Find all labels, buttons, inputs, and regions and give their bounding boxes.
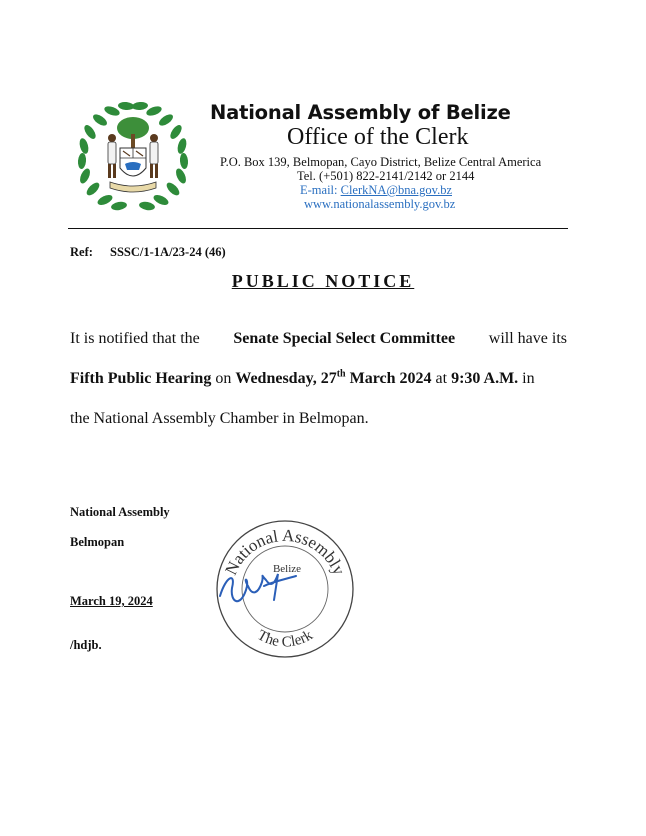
stamp-top-text: National Assembly <box>221 525 349 578</box>
line1-post: will have its <box>488 330 567 347</box>
postal-address: P.O. Box 139, Belmopan, Cayo District, Belize Central America <box>220 155 542 169</box>
reference-label: Ref: <box>70 245 93 259</box>
email-link[interactable]: ClerkNA@bna.gov.bz <box>340 183 452 197</box>
author-initials: /hdjb. <box>70 638 102 652</box>
handwritten-signature <box>220 574 296 601</box>
clerk-office-stamp <box>212 516 358 662</box>
hearing-weekday-day: Wednesday, 27 <box>235 370 337 387</box>
hearing-month-year: March 2024 <box>349 370 432 387</box>
notice-date: March 19, 2024 <box>70 594 153 608</box>
notice-body-line-3: the National Assembly Chamber in Belmopan. <box>70 410 369 427</box>
stamp-inner-ring <box>242 546 328 632</box>
stamp-bottom-text: The Clerk <box>254 627 316 651</box>
notice-title: PUBLIC NOTICE <box>231 271 415 291</box>
hearing-date <box>235 370 431 387</box>
line2-in: in <box>522 370 535 387</box>
hearing-time: 9:30 A.M. <box>451 370 519 387</box>
telephone-numbers: Tel. (+501) 822-2141/2142 or 2144 <box>297 169 475 183</box>
line2-on: on <box>215 370 232 387</box>
reference-line <box>70 245 226 260</box>
organization-name: National Assembly of Belize <box>210 101 511 124</box>
hearing-name: Fifth Public Hearing <box>70 370 212 387</box>
stamp-center-text: Belize <box>272 563 302 575</box>
line2-at: at <box>435 370 448 387</box>
committee-name: Senate Special Select Committee <box>233 330 456 347</box>
reference-code: SSSC/1-1A/23-24 (46) <box>110 245 226 259</box>
email-line <box>300 183 452 198</box>
notice-body-line-1 <box>70 330 567 348</box>
signature-location: Belmopan <box>70 535 125 549</box>
line1-pre: It is notified that the <box>70 330 200 347</box>
email-label: E-mail: <box>300 183 338 197</box>
notice-body-line-2 <box>70 370 535 388</box>
letterhead-divider <box>68 228 568 229</box>
office-name: Office of the Clerk <box>287 124 469 150</box>
day-suffix: th <box>336 368 346 380</box>
signature-organization: National Assembly <box>70 505 170 519</box>
belize-coat-of-arms-emblem <box>76 98 190 214</box>
website-link[interactable]: www.nationalassembly.gov.bz <box>304 197 456 211</box>
